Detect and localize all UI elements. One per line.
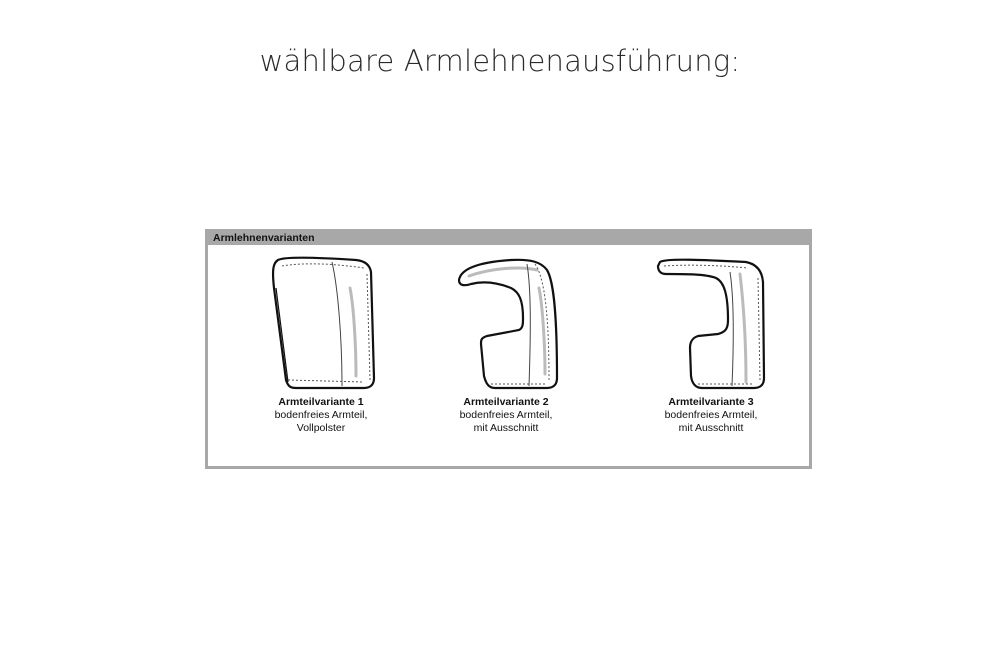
panel-header: Armlehnenvarianten: [207, 231, 810, 245]
armrest-cutout-flat-icon: [636, 248, 786, 390]
variant-desc: Vollpolster: [296, 422, 346, 434]
variant-name: Armteilvariante 1: [278, 396, 364, 408]
page-title: wählbare Armlehnenausführung:: [259, 44, 741, 78]
variant-2[interactable]: [421, 248, 591, 435]
variant-desc: mit Ausschnitt: [473, 422, 539, 434]
armrest-cutout-rounded-icon: [431, 248, 581, 390]
variant-desc: bodenfreies Armteil,: [664, 409, 758, 421]
variant-desc: bodenfreies Armteil,: [459, 409, 553, 421]
variant-desc: mit Ausschnitt: [678, 422, 744, 434]
variant-name: Armteilvariante 2: [463, 396, 549, 408]
armrest-full-upholstery-icon: [246, 248, 396, 390]
armrest-variants-panel: [205, 229, 812, 469]
variant-desc: bodenfreies Armteil,: [274, 409, 368, 421]
variant-name: Armteilvariante 3: [668, 396, 754, 408]
variant-3[interactable]: [626, 248, 796, 435]
variant-1[interactable]: [236, 248, 406, 435]
